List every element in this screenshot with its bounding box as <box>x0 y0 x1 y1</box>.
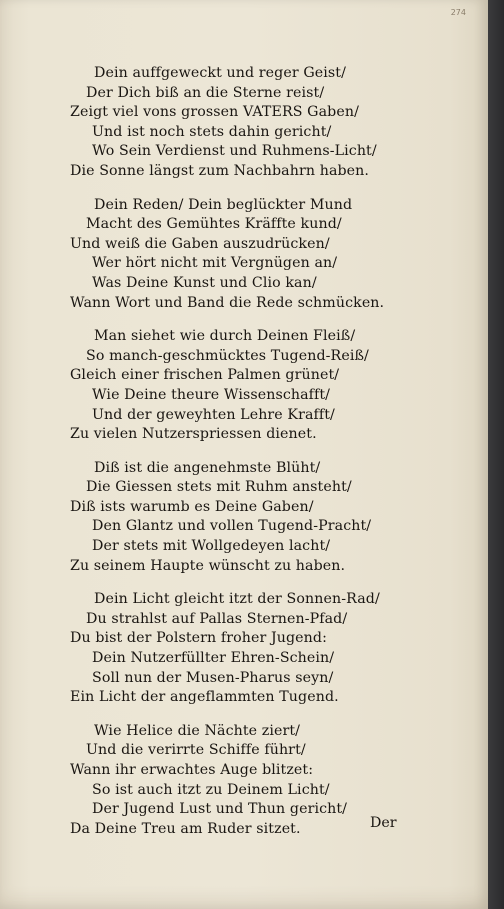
verse-line: Zu seinem Haupte wünscht zu haben. <box>70 557 346 574</box>
verse-line: Ein Licht der angeflammten Tugend. <box>70 689 339 706</box>
verse-line: Wann Wort und Band die Rede schmücken. <box>70 294 385 311</box>
verse-line: Zu vielen Nutzerspriessen dienet. <box>70 426 317 443</box>
verse-line: Und weiß die Gaben auszudrücken/ <box>70 235 330 252</box>
verse-line: Dein Nutzerfüllter Ehren-Schein/ <box>92 650 335 667</box>
verse-line: Und ist noch stets dahin gericht/ <box>92 123 332 140</box>
stanza <box>0 64 488 182</box>
verse-line: Da Deine Treu am Ruder sitzet. <box>70 820 301 837</box>
stanza <box>0 196 488 314</box>
poem-body <box>0 64 488 853</box>
verse-line: Diß ists warumb es Deine Gaben/ <box>70 498 314 515</box>
verse-line: Die Sonne längst zum Nachbahrn haben. <box>70 162 370 179</box>
verse-line: Diß ist die angenehmste Blüht/ <box>94 459 321 476</box>
verse-line: Wann ihr erwachtes Auge blitzet: <box>70 762 314 778</box>
stanza <box>0 722 488 840</box>
verse-line: Gleich einer frischen Palmen grünet/ <box>70 367 340 384</box>
verse-line: Der stets mit Wollgedeyen lacht/ <box>92 538 331 555</box>
verse-line: Wo Sein Verdienst und Ruhmens-Licht/ <box>92 143 377 160</box>
verse-line: Man siehet wie durch Deinen Fleiß/ <box>94 328 356 345</box>
verse-line: Und die verirrte Schiffe führt/ <box>86 742 306 759</box>
verse-line: Wie Helice die Nächte ziert/ <box>94 722 301 739</box>
verse-line: Dein Reden/ Dein beglückter Mund <box>94 196 353 213</box>
verse-line: Wer hört nicht mit Vergnügen an/ <box>92 255 338 272</box>
verse-line: So ist auch itzt zu Deinem Licht/ <box>92 781 330 798</box>
verse-line: Dein Licht gleicht itzt der Sonnen-Rad/ <box>94 591 380 608</box>
stanza <box>0 590 488 708</box>
verse-line: Dein auffgeweckt und reger Geist/ <box>94 65 346 81</box>
verse-line: Zeigt viel vons grossen VATERS Gaben/ <box>70 104 359 121</box>
catchword: Der <box>370 815 397 831</box>
verse-line: Den Glantz und vollen Tugend-Pracht/ <box>92 518 372 535</box>
verse-line: Der Jugend Lust und Thun gericht/ <box>92 801 348 818</box>
verse-line: Die Giessen stets mit Ruhm ansteht/ <box>86 479 352 496</box>
folio-number: 274 <box>450 8 466 17</box>
verse-line: Wie Deine theure Wissenschafft/ <box>92 386 331 403</box>
verse-line: Du bist der Polstern froher Jugend: <box>70 630 327 647</box>
verse-line: So manch-geschmücktes Tugend-Reiß/ <box>86 347 369 364</box>
background-edge <box>488 0 504 909</box>
verse-line: Soll nun der Musen-Pharus seyn/ <box>92 669 334 686</box>
verse-line: Du strahlst auf Pallas Sternen-Pfad/ <box>86 610 348 627</box>
verse-line: Der Dich biß an die Sterne reist/ <box>86 84 325 101</box>
verse-line: Und der geweyhten Lehre Krafft/ <box>92 406 335 423</box>
verse-line: Was Deine Kunst und Clio kan/ <box>92 274 317 291</box>
stanza <box>0 459 488 577</box>
stanza <box>0 327 488 445</box>
verse-line: Macht des Gemühtes Kräffte kund/ <box>86 216 342 233</box>
